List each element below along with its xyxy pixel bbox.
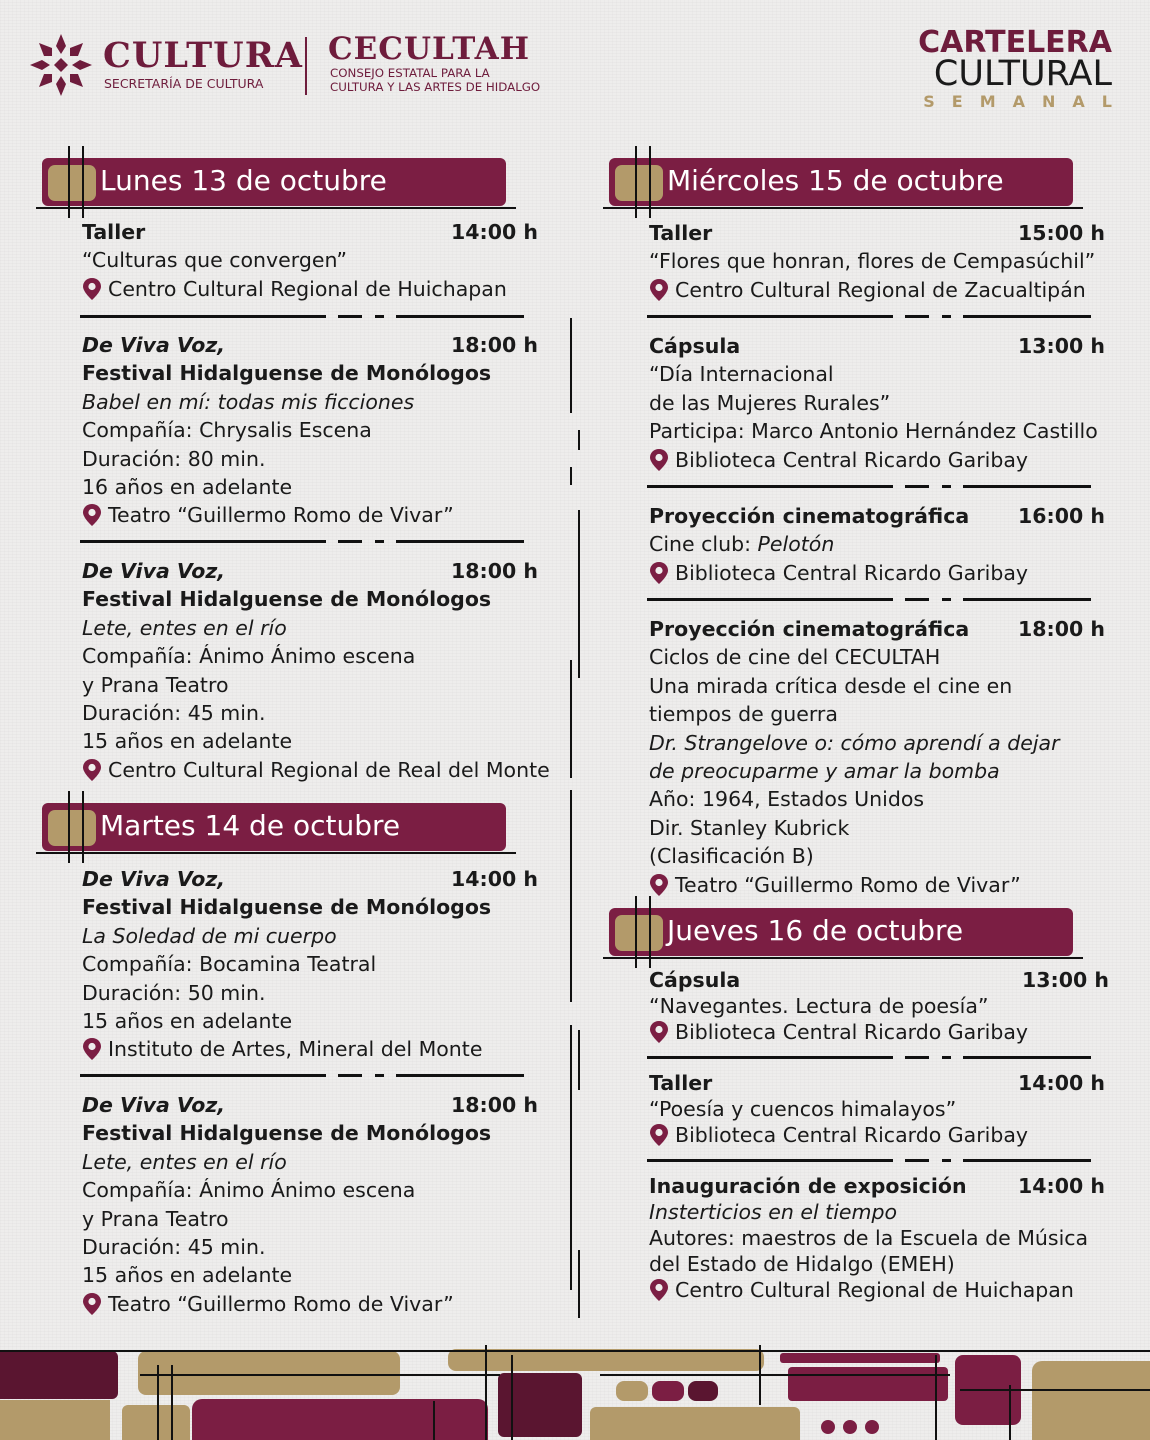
event-miercoles-2	[649, 332, 1105, 474]
event-type: Proyección cinematográfica	[649, 504, 970, 528]
event-director: Dir. Stanley Kubrick	[649, 815, 850, 840]
event-club-prefix: Cine club:	[649, 532, 758, 557]
location-pin-icon	[649, 279, 669, 301]
divider-line	[570, 1025, 572, 1290]
event-lunes-3	[82, 557, 550, 784]
event-age: 15 años en adelante	[82, 1008, 293, 1033]
logo-subtitle: SECRETARÍA DE CULTURA	[104, 76, 264, 91]
event-name-line-2: de las Mujeres Rurales”	[649, 390, 891, 415]
event-age: 16 años en adelante	[82, 474, 293, 499]
event-series: De Viva Voz,	[82, 333, 226, 357]
separator	[80, 540, 510, 543]
event-club-title: Pelotón	[757, 532, 835, 557]
location-pin-icon	[649, 562, 669, 584]
cartelera-title: CARTELERA	[918, 25, 1112, 60]
event-company: Compañía: Bocamina Teatral	[82, 952, 377, 977]
event-year: Año: 1964, Estados Unidos	[649, 787, 925, 812]
event-festival: Festival Hidalguense de Monólogos	[82, 361, 492, 386]
divider-line	[570, 467, 572, 485]
event-venue: Centro Cultural Regional de Huichapan	[675, 1278, 1074, 1302]
semanal-title: SEMANAL	[923, 92, 1129, 111]
event-company: Compañía: Chrysalis Escena	[82, 418, 372, 443]
event-martes-1	[82, 865, 538, 1064]
location-pin-icon	[649, 1279, 669, 1301]
event-name: “Poesía y cuencos himalayos”	[649, 1097, 957, 1121]
event-company-2: y Prana Teatro	[82, 1206, 229, 1231]
event-film-1: Dr. Strangelove o: cómo aprendí a dejar	[649, 730, 1060, 755]
separator	[647, 598, 1077, 601]
event-miercoles-4	[649, 615, 1105, 899]
event-authors-2: del Estado de Hidalgo (EMEH)	[649, 1252, 955, 1276]
location-pin-icon	[649, 874, 669, 896]
event-type: Inauguración de exposición	[649, 1174, 967, 1198]
event-venue: Biblioteca Central Ricardo Garibay	[675, 560, 1029, 585]
separator	[647, 485, 1077, 488]
location-pin-icon	[649, 1021, 669, 1043]
event-duration: Duración: 45 min.	[82, 700, 266, 725]
event-authors-1: Autores: maestros de la Escuela de Música	[649, 1226, 1089, 1250]
day-title: Martes 14 de octubre	[100, 809, 401, 842]
event-series: De Viva Voz,	[82, 559, 226, 583]
divider-line	[578, 1030, 580, 1090]
event-participant: Participa: Marco Antonio Hernández Castillo	[649, 419, 1098, 444]
event-time: 14:00 h	[451, 867, 538, 891]
divider-line	[578, 430, 580, 450]
event-duration: Duración: 80 min.	[82, 446, 266, 471]
event-type: Cápsula	[649, 968, 741, 992]
org-subtitle-line-1: CONSEJO ESTATAL PARA LA	[330, 66, 490, 80]
event-name: “Culturas que convergen”	[82, 248, 347, 273]
org-subtitle	[330, 66, 540, 94]
event-time: 18:00 h	[451, 333, 538, 357]
event-play: Lete, entes en el río	[82, 615, 287, 640]
event-venue: Biblioteca Central Ricardo Garibay	[675, 1123, 1029, 1147]
event-lunes-2	[82, 331, 538, 530]
event-duration: Duración: 45 min.	[82, 1234, 266, 1259]
event-time: 13:00 h	[1018, 334, 1105, 358]
divider-line	[570, 318, 572, 413]
event-name: “Flores que honran, flores de Cempasúchil”	[649, 249, 1096, 274]
event-jueves-3	[649, 1173, 1105, 1303]
logo-title: CULTURA	[103, 35, 303, 76]
event-company: Compañía: Ánimo Ánimo escena	[82, 644, 416, 669]
event-type: Taller	[82, 220, 146, 244]
bottom-decoration	[0, 1345, 1150, 1440]
event-cycle-name-2: tiempos de guerra	[649, 702, 838, 727]
event-jueves-2	[649, 1070, 1105, 1148]
divider-line	[578, 1250, 580, 1318]
event-venue: Teatro “Guillermo Romo de Vivar”	[108, 503, 454, 528]
event-play: Lete, entes en el río	[82, 1149, 287, 1174]
location-pin-icon	[82, 504, 102, 526]
event-time: 15:00 h	[1018, 221, 1105, 245]
event-duration: Duración: 50 min.	[82, 980, 266, 1005]
event-time: 18:00 h	[451, 1093, 538, 1117]
separator	[80, 1074, 510, 1077]
event-lunes-1	[82, 218, 538, 303]
event-film-2: de preocuparme y amar la bomba	[649, 758, 1000, 783]
day-title: Lunes 13 de octubre	[100, 164, 387, 197]
event-name-line-1: “Día Internacional	[649, 362, 834, 387]
event-festival: Festival Hidalguense de Monólogos	[82, 895, 492, 920]
event-age: 15 años en adelante	[82, 729, 293, 754]
event-venue: Biblioteca Central Ricardo Garibay	[675, 447, 1029, 472]
divider-line	[570, 790, 572, 1002]
event-cycle-name-1: Una mirada crítica desde el cine en	[649, 673, 1013, 698]
org-title: CECULTAH	[328, 31, 530, 67]
event-company: Compañía: Ánimo Ánimo escena	[82, 1178, 416, 1203]
location-pin-icon	[649, 1124, 669, 1146]
event-time: 16:00 h	[1018, 504, 1105, 528]
event-time: 18:00 h	[1018, 617, 1105, 641]
event-venue: Centro Cultural Regional de Real del Monte	[108, 757, 550, 782]
event-festival: Festival Hidalguense de Monólogos	[82, 587, 492, 612]
event-time: 14:00 h	[1018, 1174, 1105, 1198]
event-time: 13:00 h	[1022, 968, 1109, 992]
event-venue: Biblioteca Central Ricardo Garibay	[675, 1020, 1029, 1044]
separator	[647, 1056, 1077, 1059]
event-rating: (Clasificación B)	[649, 844, 814, 869]
divider-line	[570, 660, 572, 778]
event-play: Babel en mí: todas mis ficciones	[82, 389, 415, 414]
location-pin-icon	[82, 759, 102, 781]
location-pin-icon	[82, 278, 102, 300]
event-time: 14:00 h	[451, 220, 538, 244]
event-jueves-1	[649, 967, 1109, 1045]
event-name: “Navegantes. Lectura de poesía”	[649, 994, 989, 1018]
event-venue: Centro Cultural Regional de Huichapan	[108, 276, 507, 301]
day-title: Jueves 16 de octubre	[667, 914, 964, 947]
event-series: De Viva Voz,	[82, 1093, 226, 1117]
event-venue: Teatro “Guillermo Romo de Vivar”	[108, 1291, 454, 1316]
event-festival: Festival Hidalguense de Monólogos	[82, 1121, 492, 1146]
event-play: La Soledad de mi cuerpo	[82, 923, 337, 948]
event-series: De Viva Voz,	[82, 867, 226, 891]
cultural-title: CULTURAL	[933, 54, 1112, 94]
event-miercoles-1	[649, 219, 1105, 304]
location-pin-icon	[82, 1038, 102, 1060]
separator	[647, 1159, 1077, 1162]
event-martes-2	[82, 1091, 538, 1318]
header-divider	[305, 37, 307, 95]
event-time: 18:00 h	[451, 559, 538, 583]
org-subtitle-line-2: CULTURA Y LAS ARTES DE HIDALGO	[330, 80, 541, 94]
event-name: Insterticios en el tiempo	[649, 1200, 898, 1224]
event-miercoles-3	[649, 502, 1105, 587]
event-type: Taller	[649, 1071, 713, 1095]
event-time: 14:00 h	[1018, 1071, 1105, 1095]
event-venue: Instituto de Artes, Mineral del Monte	[108, 1037, 483, 1062]
event-venue: Centro Cultural Regional de Zacualtipán	[675, 277, 1086, 302]
divider-line	[578, 510, 580, 678]
location-pin-icon	[82, 1293, 102, 1315]
star-logo-icon	[28, 32, 94, 98]
event-venue: Teatro “Guillermo Romo de Vivar”	[675, 872, 1021, 897]
event-type: Proyección cinematográfica	[649, 617, 970, 641]
event-cycle: Ciclos de cine del CECULTAH	[649, 645, 941, 670]
separator	[647, 315, 1077, 318]
event-type: Cápsula	[649, 334, 741, 358]
separator	[80, 315, 510, 318]
event-company-2: y Prana Teatro	[82, 672, 229, 697]
location-pin-icon	[649, 449, 669, 471]
day-title: Miércoles 15 de octubre	[667, 164, 1004, 197]
event-type: Taller	[649, 221, 713, 245]
event-age: 15 años en adelante	[82, 1263, 293, 1288]
